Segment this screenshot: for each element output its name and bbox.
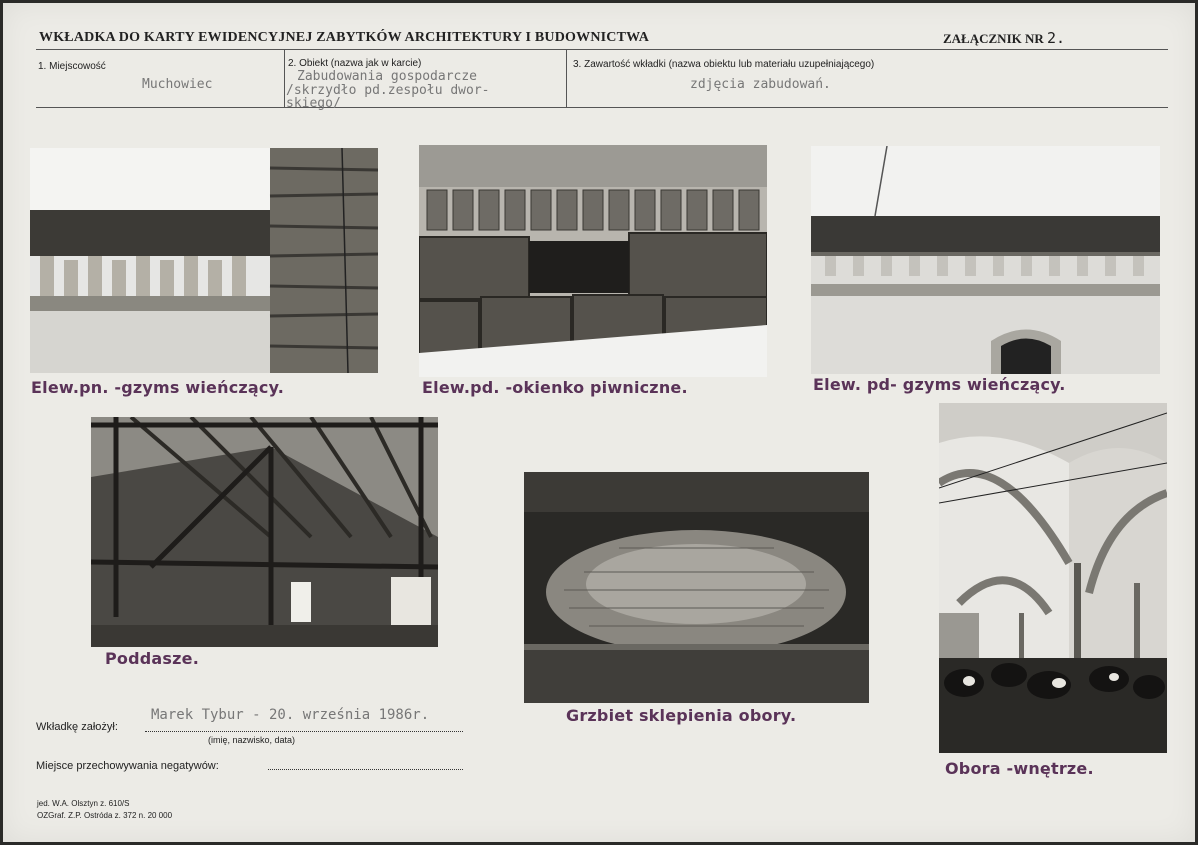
header-rule (36, 49, 1168, 50)
negatives-dotted-line (268, 769, 463, 770)
caption-photo3: Elew. pd- gzyms wieńczący. (813, 375, 1066, 394)
photo-vault-top (524, 472, 869, 703)
fields-rule (36, 107, 1168, 108)
place-label: 1. Miejscowość (38, 61, 106, 72)
caption-photo4: Poddasze. (105, 649, 199, 668)
caption-photo5: Grzbiet sklepienia obory. (566, 706, 797, 725)
object-value-line2: /skrzydło pd.zespołu dwor- (286, 83, 490, 98)
caption-photo6: Obora -wnętrze. (945, 759, 1094, 778)
object-value-line1: Zabudowania gospodarcze (297, 69, 478, 84)
print-info-line1: jed. W.A. Olsztyn z. 610/S (37, 799, 130, 808)
object-value-line3: skiego/ (286, 96, 341, 111)
author-value: Marek Tybur - 20. września 1986r. (151, 707, 430, 723)
content-value: zdjęcia zabudowań. (690, 77, 831, 92)
annex-number (943, 29, 1065, 47)
field-divider-1 (284, 49, 285, 107)
photo-attic (91, 417, 438, 647)
author-hint: (imię, nazwisko, data) (208, 735, 296, 745)
object-label: 2. Obiekt (nazwa jak w karcie) (288, 58, 422, 69)
field-divider-2 (566, 49, 567, 107)
print-info-line2: OZGraf. Z.P. Ostróda z. 372 n. 20 000 (37, 811, 173, 820)
caption-photo2: Elew.pd. -okienko piwniczne. (422, 378, 688, 397)
annex-number-value: 2. (1047, 29, 1066, 47)
photo-north-cornice (30, 148, 378, 373)
negatives-label: Miejsce przechowywania negatywów: (36, 760, 219, 772)
place-value: Muchowiec (142, 77, 213, 92)
author-label: Wkładkę założył: (36, 721, 118, 733)
photo-south-cellar-window (419, 145, 767, 377)
caption-photo1: Elew.pn. -gzyms wieńczący. (31, 378, 285, 397)
author-dotted-line (145, 731, 463, 732)
annex-label: ZAŁĄCZNIK NR (943, 31, 1044, 46)
photo-cowshed-interior (939, 403, 1167, 753)
sheet-title: WKŁADKA DO KARTY EWIDENCYJNEJ ZABYTKÓW ARCHITEKTURY I BUDOWNICTWA (39, 30, 650, 45)
content-label: 3. Zawartość wkładki (nazwa obiektu lub materiału uzupełniającego) (573, 59, 875, 70)
photo-south-cornice (811, 146, 1160, 374)
record-sheet (3, 3, 1195, 842)
